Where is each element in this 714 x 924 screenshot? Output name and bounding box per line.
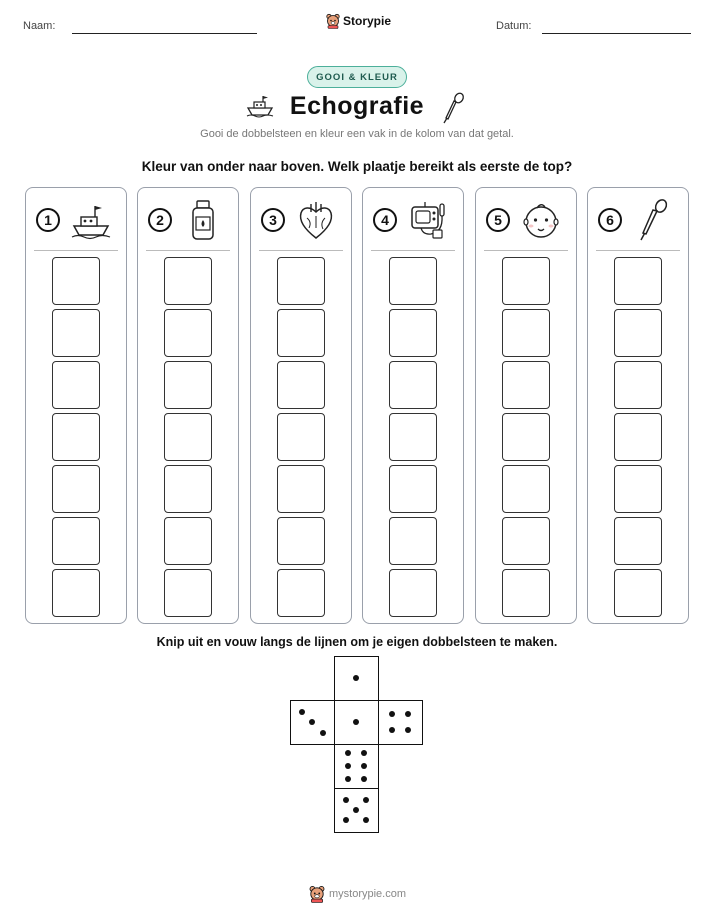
subtitle: Gooi de dobbelsteen en kleur een vak in de kolom van dat getal. [200,128,514,140]
dice-pip [361,763,367,769]
color-cell[interactable] [389,257,437,305]
heart-icon [295,198,337,242]
color-cell[interactable] [614,413,662,461]
ultrasound-probe-icon [632,198,674,242]
column-divider [596,250,680,251]
dice-pip [345,750,351,756]
color-cell[interactable] [389,569,437,617]
dice-pip [345,763,351,769]
color-cell[interactable] [389,361,437,409]
dice-pip [389,711,395,717]
dice-pip [353,675,359,681]
column-divider [484,250,568,251]
color-cell[interactable] [502,517,550,565]
dice-pip [405,727,411,733]
color-cell[interactable] [164,569,212,617]
column-4 [362,187,464,624]
color-cell[interactable] [389,309,437,357]
color-cell[interactable] [52,413,100,461]
dice-pip [345,776,351,782]
bear-logo-icon [309,885,325,903]
color-cell[interactable] [502,569,550,617]
dice-pip [361,776,367,782]
bear-logo-icon [326,13,340,29]
color-cell[interactable] [164,257,212,305]
color-cell[interactable] [614,517,662,565]
dice-face-right [378,700,423,745]
ultrasound-machine-icon [407,198,449,242]
boat-icon [70,198,112,242]
brand-logo [326,13,391,29]
column-divider [34,250,118,251]
gel-bottle-icon [182,198,224,242]
dice-face-bottom [334,788,379,833]
color-cell[interactable] [277,361,325,409]
date-label: Datum: [496,20,532,32]
color-cell[interactable] [277,413,325,461]
dice-pip [389,727,395,733]
color-cell[interactable] [614,465,662,513]
dice-pip [361,750,367,756]
color-cell[interactable] [277,517,325,565]
column-2 [137,187,239,624]
color-cell[interactable] [614,257,662,305]
color-cell[interactable] [164,465,212,513]
color-cell[interactable] [389,465,437,513]
column-6 [587,187,689,624]
column-number: 2 [148,208,172,232]
column-number: 3 [261,208,285,232]
activity-badge: GOOI & KLEUR [307,66,407,88]
color-cell[interactable] [502,413,550,461]
color-cell[interactable] [164,361,212,409]
column-3 [250,187,352,624]
name-label: Naam: [23,20,56,32]
column-header [588,188,688,250]
dice-face-left [290,700,335,745]
dice-pip [343,817,349,823]
dice-pip [343,797,349,803]
baby-face-icon [520,198,562,242]
dice-face-lower [334,744,379,789]
color-cell[interactable] [277,465,325,513]
date-line [542,33,691,34]
dice-face-top [334,656,379,701]
dice-face-center [334,700,379,745]
dice-pip [353,719,359,725]
brand-name: Storypie [343,14,392,28]
dice-pip [299,709,305,715]
column-divider [259,250,343,251]
color-cell[interactable] [164,517,212,565]
color-cell[interactable] [52,309,100,357]
page-title: Echografie [289,92,425,120]
color-cell[interactable] [502,257,550,305]
color-cell[interactable] [502,361,550,409]
color-cell[interactable] [277,569,325,617]
dice-pip [309,719,315,725]
ultrasound-probe-icon [440,92,466,124]
color-cell[interactable] [502,465,550,513]
color-cell[interactable] [502,309,550,357]
column-number: 5 [486,208,510,232]
color-cell[interactable] [614,361,662,409]
column-1 [25,187,127,624]
column-number: 4 [373,208,397,232]
instruction: Kleur van onder naar boven. Welk plaatje bereikt als eerste de top? [141,159,573,174]
title-row [0,92,714,126]
footer-url: mystorypie.com [329,888,407,900]
column-header [138,188,238,250]
dice-net-title: Knip uit en vouw langs de lijnen om je eigen dobbelsteen te maken. [156,635,558,649]
column-header [363,188,463,250]
column-number: 6 [598,208,622,232]
dice-pip [363,817,369,823]
color-cell[interactable] [389,517,437,565]
color-cell[interactable] [277,257,325,305]
column-5 [475,187,577,624]
dice-pip [320,730,326,736]
color-cell[interactable] [52,361,100,409]
color-cell[interactable] [164,413,212,461]
column-number: 1 [36,208,60,232]
color-cell[interactable] [389,413,437,461]
color-cell[interactable] [277,309,325,357]
dice-pip [353,807,359,813]
color-cell[interactable] [52,569,100,617]
color-cell[interactable] [52,517,100,565]
footer [309,885,406,903]
column-header [251,188,351,250]
column-header [476,188,576,250]
dice-pip [405,711,411,717]
color-cell[interactable] [164,309,212,357]
column-divider [146,250,230,251]
dice-pip [363,797,369,803]
color-cell[interactable] [52,257,100,305]
name-line [72,33,257,34]
color-cell[interactable] [614,569,662,617]
column-divider [371,250,455,251]
color-cell[interactable] [614,309,662,357]
color-cell[interactable] [52,465,100,513]
column-header [26,188,126,250]
